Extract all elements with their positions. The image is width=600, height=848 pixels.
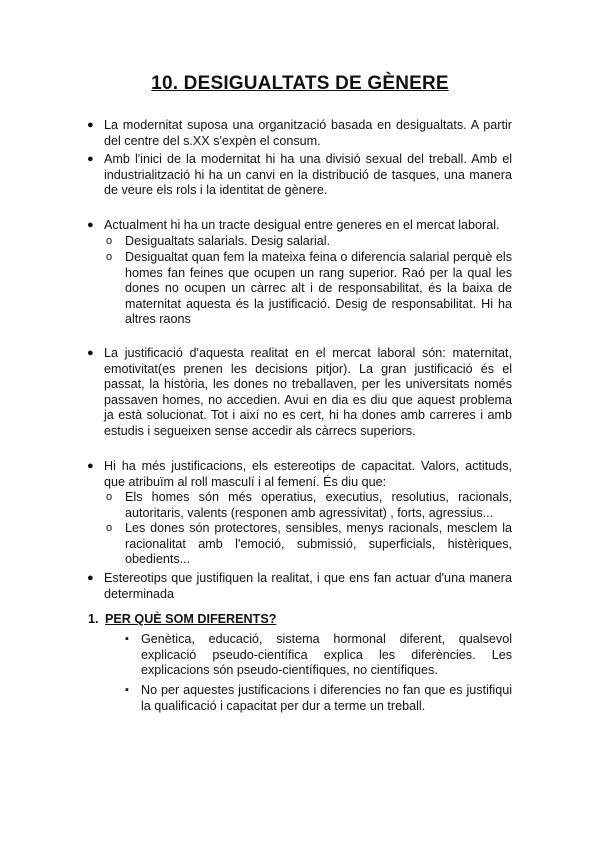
square-marker: ▪ — [125, 684, 129, 696]
bullet-item: Amb l'inici de la modernitat hi ha una divisió sexual del treball. Amb el industrialització hi ha un canvi en la distribució de tasques, una manera de veure els rols i la identitat de gènere. — [104, 152, 512, 198]
bullet-marker: ● — [87, 119, 94, 131]
bullet-item: La modernitat suposa una organització basada en desigualtats. A partir del centre del s.XX s'expèn el consum. — [104, 118, 512, 148]
sub-item: Les dones són protectores, sensibles, menys racionals, mesclem la racionalitat amb l'emoció, submissió, superficials, histèriques, obedients... — [125, 521, 512, 567]
sub-item: Desigualtat quan fem la mateixa feina o diferencia salarial perquè els homes fan feines que ocupen un rang superior. Raó per la qual les dones no ocupen un càrrec alt i de responsabilitat, és la baixa de maternitat aquesta és la justificació. Desig de responsabilitat. Hi ha altres raons — [125, 250, 512, 327]
sub-item: Els homes són més operatius, executius, resolutius, racionals, autoritaris, valents (responen amb agressivitat) , forts, agressius... — [125, 490, 512, 520]
circle-marker: o — [106, 251, 113, 263]
circle-marker: o — [106, 235, 113, 247]
bullet-item: Hi ha més justificacions, els estereotips de capacitat. Valors, actituds, que atribuïm al roll masculí i al femení. És diu que: — [104, 459, 512, 489]
circle-marker: o — [106, 522, 113, 534]
circle-marker: o — [106, 491, 113, 503]
page-title: 10. DESIGUALTATS DE GÈNERE — [151, 73, 449, 94]
sub-item: Desigualtats salarials. Desig salarial. — [125, 234, 331, 248]
section-heading — [88, 612, 276, 626]
bullet-marker: ● — [87, 347, 94, 359]
bullet-item: La justificació d'aquesta realitat en el mercat laboral són: maternitat, emotivitat(es prenen les decisions pitjor). La gran justificació és el passat, la història, les dones no treballaven, per les universitats només passaven homes, no accedien. Avui en dia es diu que aquest problema ja està solucionat. Tot i així no es cert, hi ha dones amb carreres i amb estudis i segueixen sense accedir als càrrecs superiors. — [104, 346, 512, 438]
section-number: 1. — [88, 612, 99, 626]
section-item: No per aquestes justificacions i diferencies no fan que es justifiqui la qualificació i capacitat per dur a terme un treball. — [141, 683, 512, 713]
square-marker: ▪ — [125, 633, 129, 645]
section-item: Genètica, educació, sistema hormonal diferent, qualsevol explicació pseudo-científica explica les diferències. Les explicacions són pseudo-científiques, no científiques. — [141, 632, 512, 678]
bullet-marker: ● — [87, 153, 94, 165]
bullet-item: Actualment hi ha un tracte desigual entre generes en el mercat laboral. — [104, 218, 500, 232]
bullet-marker: ● — [87, 219, 94, 231]
section-heading-text: PER QUÈ SOM DIFERENTS? — [105, 612, 277, 626]
bullet-item: Estereotips que justifiquen la realitat, i que ens fan actuar d'una manera determinada — [104, 571, 512, 601]
bullet-marker: ● — [87, 460, 94, 472]
bullet-marker: ● — [87, 572, 94, 584]
